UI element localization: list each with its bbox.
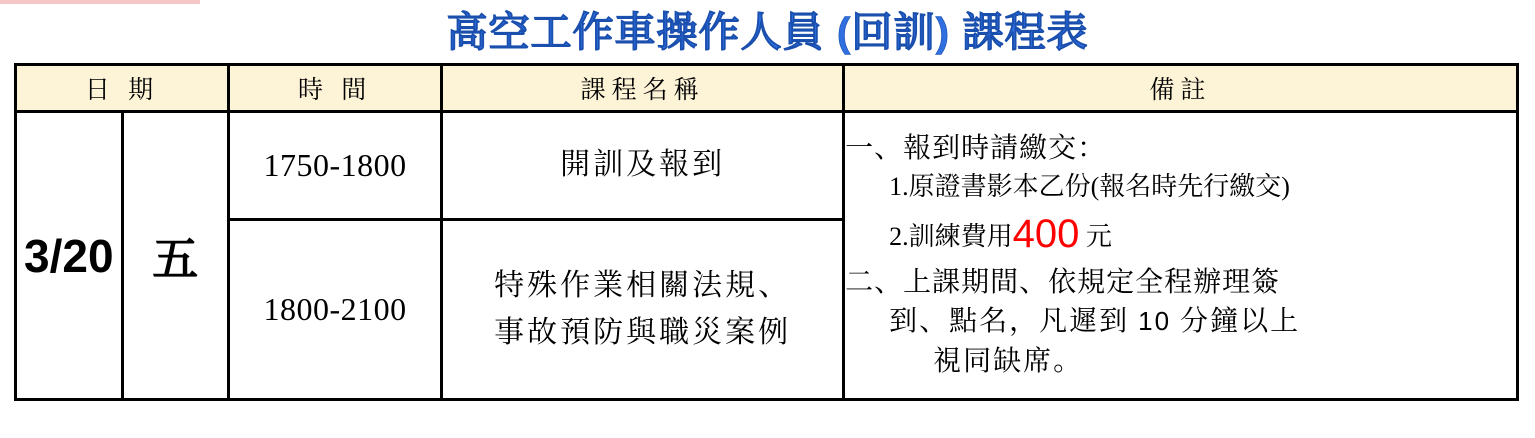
course-schedule-table (14, 63, 1519, 401)
top-decorative-strip (0, 0, 200, 4)
table-row (16, 112, 1518, 220)
note-line-4: 二、上課期間、依規定全程辦理簽 (845, 266, 1281, 298)
note-line-5 (845, 302, 1516, 342)
note-line-1: 一、報到時請繳交： (845, 133, 1107, 165)
note-line-2: 1.原證書影本乙份(報名時先行繳交) (889, 171, 1290, 201)
note-line-5-b: 分鐘以上 (1171, 306, 1301, 338)
course-line-1: 特殊作業相關法規、 (494, 269, 792, 302)
note-fee-prefix: 2.訓練費用 (889, 221, 1013, 251)
cell-notes (844, 112, 1518, 400)
note-fee-amount: 400 (1012, 211, 1080, 256)
note-line-3 (845, 206, 1516, 263)
table-body (16, 112, 1518, 400)
note-line-5-a: 到、點名，凡遲到 (889, 306, 1139, 338)
page-title: 高空工作車操作人員 (回訓) 課程表 (446, 9, 1089, 55)
course-line-1: 開訓及報到 (560, 148, 726, 182)
course-line-2: 事故預防與職災案例 (494, 315, 792, 349)
note-fee-suffix: 元 (1085, 221, 1112, 251)
column-header-course: 課程名稱 (442, 65, 844, 112)
table-header (16, 65, 1518, 112)
cell-course-1 (442, 112, 844, 220)
cell-date: 3/20 (16, 112, 123, 400)
column-header-date: 日 期 (16, 65, 229, 112)
table-header-row (16, 65, 1518, 112)
column-header-time: 時 間 (229, 65, 442, 112)
note-line-6: 視同缺席。 (933, 346, 1084, 378)
note-late-minutes: 10 (1138, 306, 1172, 337)
cell-time-1: 1750-1800 (229, 112, 442, 220)
cell-weekday: 五 (122, 112, 229, 400)
cell-time-2: 1800-2100 (229, 220, 442, 400)
cell-course-2 (442, 220, 844, 400)
column-header-note: 備註 (844, 65, 1518, 112)
